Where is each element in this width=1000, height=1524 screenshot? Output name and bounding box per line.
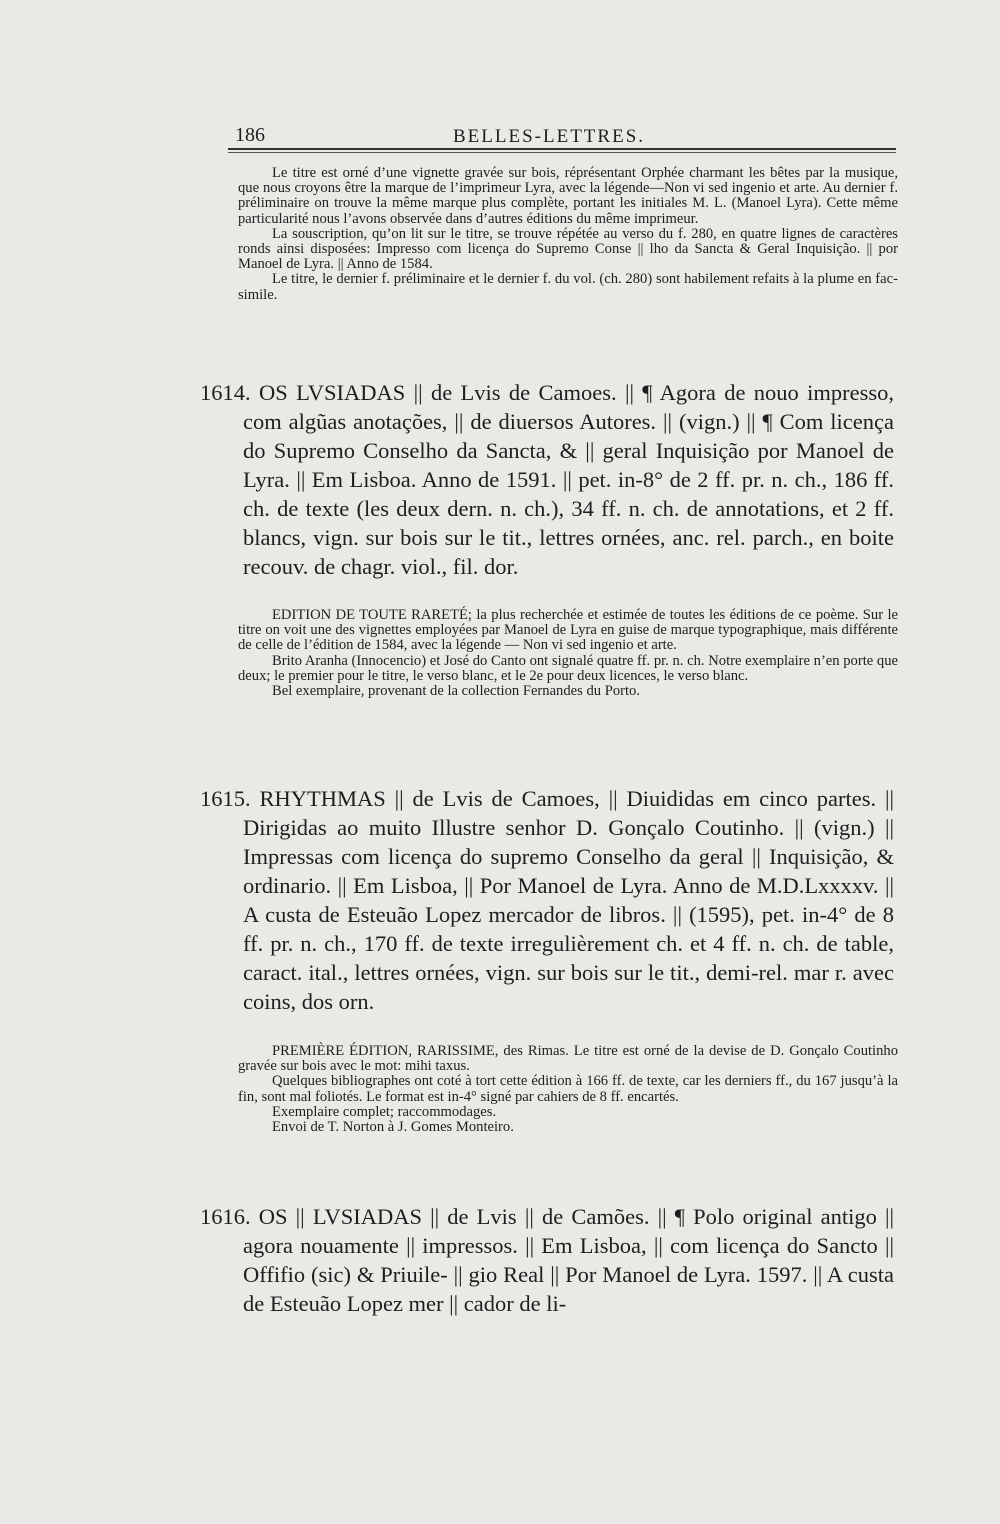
note-paragraph: Envoi de T. Norton à J. Gomes Monteiro. xyxy=(272,1119,514,1136)
note-paragraph: PREMIÈRE ÉDITION, RARISSIME, des Rimas. Le titre est orné de la devise de D. Gonçalo Coutinho gravée sur bois avec le mot: mihi taxus. xyxy=(238,1043,898,1075)
notes-1615 xyxy=(238,1044,898,1135)
note-paragraph: Brito Aranha (Innocencio) et José do Canto ont signalé quatre ff. pr. n. ch. Notre exemplaire n’en porte que deux; le premier pour le titre, le verso blanc, et le 2e pour deux licences, le verso blanc. xyxy=(238,652,898,684)
notes-1614 xyxy=(238,608,898,699)
note-paragraph: Bel exemplaire, provenant de la collection Fernandes du Porto. xyxy=(272,683,640,700)
entry-1615 xyxy=(200,784,894,1016)
note-1613 xyxy=(238,166,898,303)
header-rule xyxy=(228,148,896,150)
header-rule-thin xyxy=(228,152,896,153)
note-paragraph: La souscription, qu’on lit sur le titre, se trouve répétée au verso du f. 280, en quatre lignes de caractères ronds ainsi disposées: Impresso com licença do Supremo Conse || lho da Sancta & Geral Inquisição. || por Manoel de Lyra. || Anno de 1584. xyxy=(238,225,898,273)
entry-1614 xyxy=(200,378,894,581)
running-title: BELLES-LETTRES. xyxy=(453,126,646,147)
note-paragraph: Le titre, le dernier f. préliminaire et le dernier f. du vol. (ch. 280) sont habilement refaits à la plume en fac-simile. xyxy=(238,271,898,303)
entry-text: 1616. OS || LVSIADAS || de Lvis || de Camões. || ¶ Polo original antigo || agora nouamente || impressos. || Em Lisboa, || com licença do Sancto || Offifio (sic) & Priuile- || gio Real || Por Manoel de Lyra. 1597. || A custa de Esteuão Lopez mer || cador de li- xyxy=(200,1204,894,1316)
page-number: 186 xyxy=(235,124,265,146)
entry-text: 1614. OS LVSIADAS || de Lvis de Camoes. || ¶ Agora de nouo impresso, com algũas anotações, || de diuersos Autores. || (vign.) || ¶ Com licença do Supremo Conselho da Sancta, & || geral Inquisição por Manoel de Lyra. || Em Lisboa. Anno de 1591. || pet. in-8° de 2 ff. pr. n. ch., 186 ff. ch. de texte (les deux dern. n. ch.), 34 ff. n. ch. de annotations, et 2 ff. blancs, vign. sur bois sur le tit., lettres ornées, anc. rel. parch., en boite recouv. de chagr. viol., fil. dor. xyxy=(200,380,894,579)
entry-1616 xyxy=(200,1202,894,1318)
entry-text: 1615. RHYTHMAS || de Lvis de Camoes, || Diuididas em cinco partes. || Dirigidas ao muito Illustre senhor D. Gonçalo Coutinho. || (vign.) || Impressas com licença do supremo Conselho da geral || Inquisição, & ordinario. || Em Lisboa, || Por Manoel de Lyra. Anno de M.D.Lxxxxv. || A custa de Esteuão Lopez mercador de libros. || (1595), pet. in-4° de 8 ff. pr. n. ch., 170 ff. de texte irregulièrement ch. et 4 ff. n. ch. de table, caract. ital., lettres ornées, vign. sur bois sur le tit., demi-rel. mar r. avec coins, dos orn. xyxy=(200,786,894,1014)
note-paragraph: EDITION DE TOUTE RARETÉ; la plus recherchée et estimée de toutes les éditions de ce poème. Sur le titre on voit une des vignettes employées par Manoel de Lyra en guise de marque typographique, mais différente de celle de l’édition de 1584, avec la légende — Non vi sed ingenio et arte. xyxy=(238,607,898,654)
note-paragraph: Exemplaire complet; raccommodages. xyxy=(272,1103,497,1120)
note-paragraph: Le titre est orné d’une vignette gravée sur bois, réprésentant Orphée charmant les bêtes par la musique, que nous croyons être la marque de l’imprimeur Lyra, avec la légende—Non vi sed ingenio et arte. Au dernier f. préliminaire on trouve la même marque plus complète, portant les initiales M. L. (Manoel Lyra). Cette même particularité nous l’avons observée dans d’autres éditions du même imprimeur. xyxy=(238,165,898,227)
note-paragraph: Quelques bibliographes ont coté à tort cette édition à 166 ff. de texte, car les derniers ff., du 167 jusqu’à la fin, sont mal foliotés. Le format est in-4° signé par cahiers de 8 ff. encartés. xyxy=(238,1073,898,1105)
